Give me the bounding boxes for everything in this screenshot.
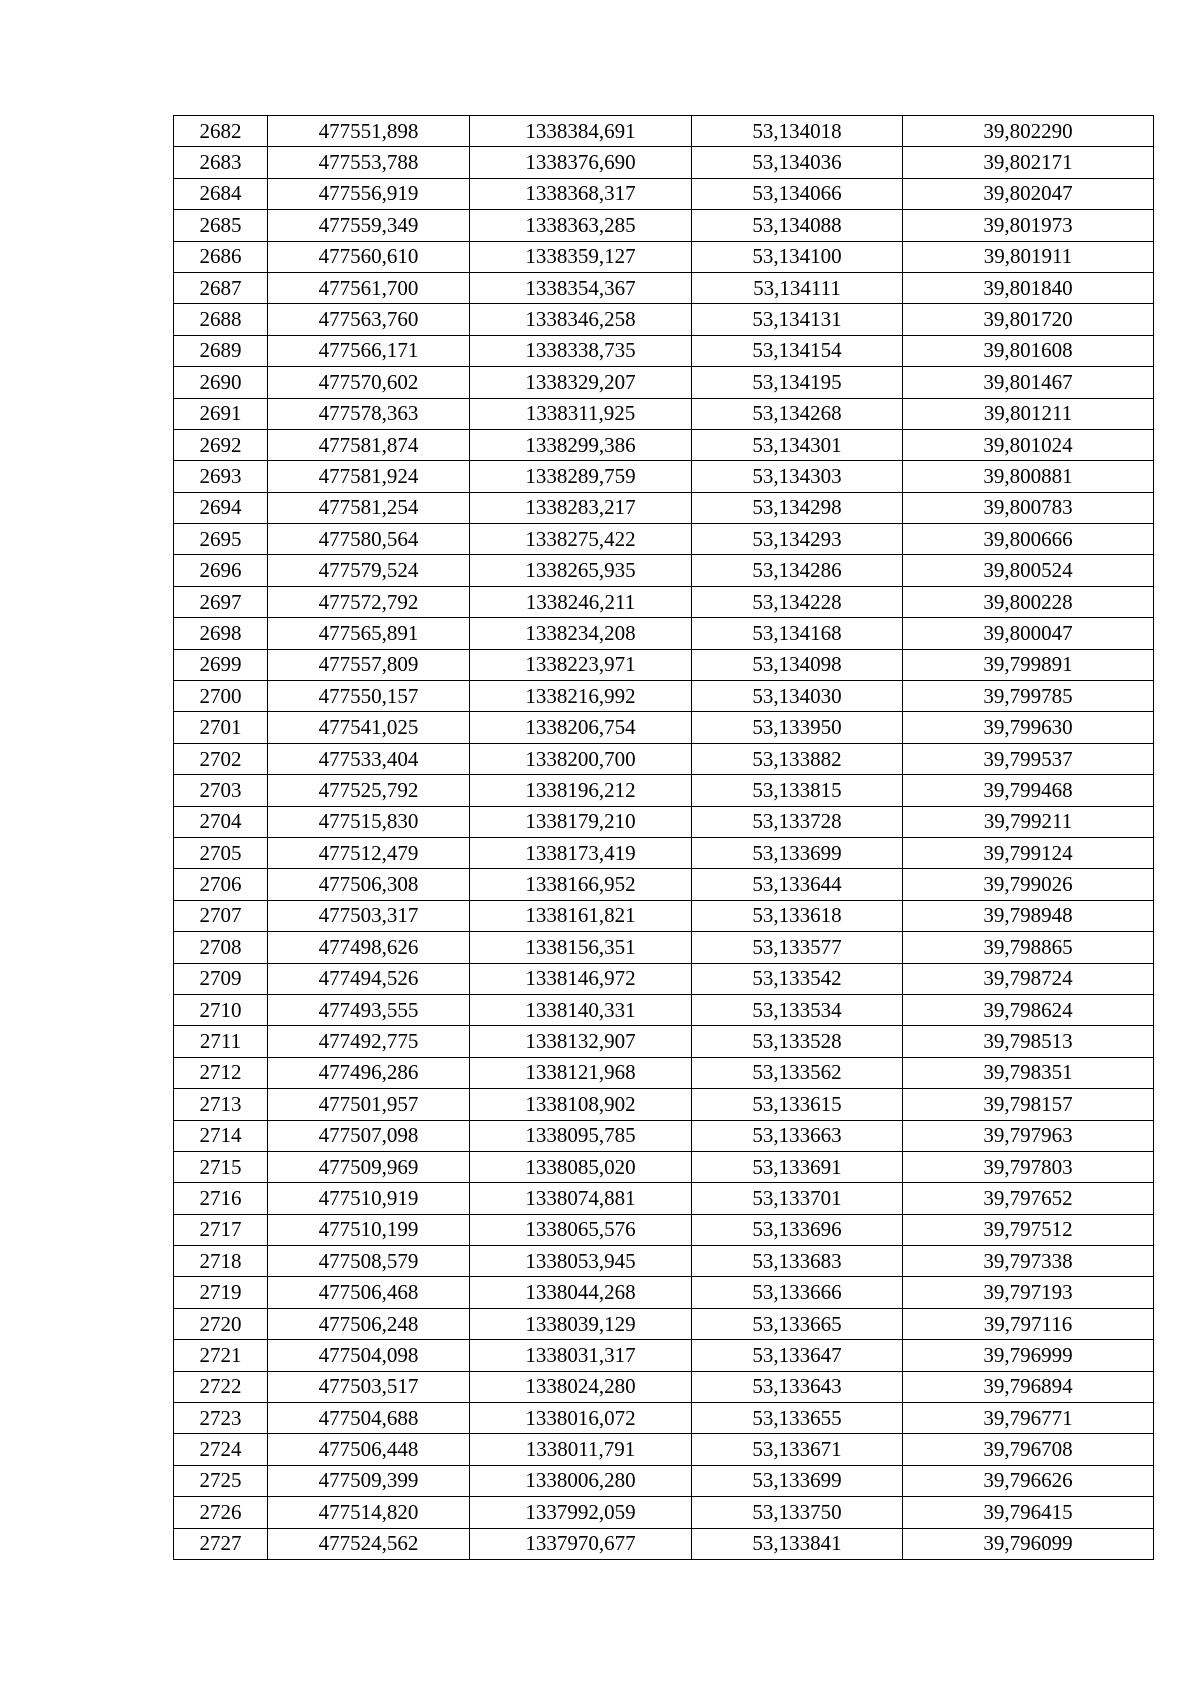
latitude-cell: 53,133562 <box>692 1057 903 1088</box>
y-coordinate-cell: 1338329,207 <box>470 367 692 398</box>
table-row <box>174 1465 1154 1496</box>
table-row <box>174 429 1154 460</box>
table-row <box>174 555 1154 586</box>
latitude-cell: 53,134195 <box>692 367 903 398</box>
longitude-cell: 39,802290 <box>903 116 1154 147</box>
latitude-cell: 53,134154 <box>692 335 903 366</box>
x-coordinate-cell: 477503,317 <box>268 900 470 931</box>
point-number-cell: 2710 <box>174 994 268 1025</box>
y-coordinate-cell: 1338363,285 <box>470 210 692 241</box>
x-coordinate-cell: 477557,809 <box>268 649 470 680</box>
point-number-cell: 2719 <box>174 1277 268 1308</box>
longitude-cell: 39,796894 <box>903 1371 1154 1402</box>
y-coordinate-cell: 1338359,127 <box>470 241 692 272</box>
x-coordinate-cell: 477556,919 <box>268 178 470 209</box>
table-row <box>174 1214 1154 1245</box>
longitude-cell: 39,797803 <box>903 1151 1154 1182</box>
point-number-cell: 2693 <box>174 461 268 492</box>
table-row <box>174 1434 1154 1465</box>
y-coordinate-cell: 1338223,971 <box>470 649 692 680</box>
x-coordinate-cell: 477578,363 <box>268 398 470 429</box>
x-coordinate-cell: 477560,610 <box>268 241 470 272</box>
longitude-cell: 39,797116 <box>903 1308 1154 1339</box>
x-coordinate-cell: 477565,891 <box>268 618 470 649</box>
point-number-cell: 2706 <box>174 869 268 900</box>
latitude-cell: 53,133655 <box>692 1403 903 1434</box>
x-coordinate-cell: 477559,349 <box>268 210 470 241</box>
y-coordinate-cell: 1338031,317 <box>470 1340 692 1371</box>
x-coordinate-cell: 477580,564 <box>268 524 470 555</box>
x-coordinate-cell: 477504,688 <box>268 1403 470 1434</box>
latitude-cell: 53,133750 <box>692 1497 903 1528</box>
y-coordinate-cell: 1338179,210 <box>470 806 692 837</box>
latitude-cell: 53,134036 <box>692 147 903 178</box>
longitude-cell: 39,797338 <box>903 1246 1154 1277</box>
longitude-cell: 39,797652 <box>903 1183 1154 1214</box>
table-row <box>174 681 1154 712</box>
longitude-cell: 39,801467 <box>903 367 1154 398</box>
y-coordinate-cell: 1338338,735 <box>470 335 692 366</box>
point-number-cell: 2684 <box>174 178 268 209</box>
longitude-cell: 39,799537 <box>903 743 1154 774</box>
table-row <box>174 586 1154 617</box>
point-number-cell: 2718 <box>174 1246 268 1277</box>
latitude-cell: 53,133643 <box>692 1371 903 1402</box>
x-coordinate-cell: 477501,957 <box>268 1089 470 1120</box>
point-number-cell: 2691 <box>174 398 268 429</box>
x-coordinate-cell: 477504,098 <box>268 1340 470 1371</box>
point-number-cell: 2723 <box>174 1403 268 1434</box>
y-coordinate-cell: 1338173,419 <box>470 837 692 868</box>
longitude-cell: 39,801608 <box>903 335 1154 366</box>
latitude-cell: 53,133691 <box>692 1151 903 1182</box>
x-coordinate-cell: 477581,874 <box>268 429 470 460</box>
y-coordinate-cell: 1338132,907 <box>470 1026 692 1057</box>
table-row <box>174 775 1154 806</box>
point-number-cell: 2709 <box>174 963 268 994</box>
table-row <box>174 994 1154 1025</box>
table-row <box>174 1057 1154 1088</box>
x-coordinate-cell: 477541,025 <box>268 712 470 743</box>
point-number-cell: 2701 <box>174 712 268 743</box>
latitude-cell: 53,134268 <box>692 398 903 429</box>
y-coordinate-cell: 1338206,754 <box>470 712 692 743</box>
point-number-cell: 2707 <box>174 900 268 931</box>
latitude-cell: 53,134066 <box>692 178 903 209</box>
point-number-cell: 2725 <box>174 1465 268 1496</box>
latitude-cell: 53,133728 <box>692 806 903 837</box>
longitude-cell: 39,797963 <box>903 1120 1154 1151</box>
table-row <box>174 900 1154 931</box>
table-row <box>174 1120 1154 1151</box>
point-number-cell: 2685 <box>174 210 268 241</box>
x-coordinate-cell: 477506,448 <box>268 1434 470 1465</box>
latitude-cell: 53,134228 <box>692 586 903 617</box>
longitude-cell: 39,800666 <box>903 524 1154 555</box>
point-number-cell: 2717 <box>174 1214 268 1245</box>
x-coordinate-cell: 477509,399 <box>268 1465 470 1496</box>
latitude-cell: 53,133699 <box>692 1465 903 1496</box>
point-number-cell: 2715 <box>174 1151 268 1182</box>
longitude-cell: 39,801973 <box>903 210 1154 241</box>
latitude-cell: 53,133647 <box>692 1340 903 1371</box>
longitude-cell: 39,801840 <box>903 272 1154 303</box>
x-coordinate-cell: 477551,898 <box>268 116 470 147</box>
y-coordinate-cell: 1338166,952 <box>470 869 692 900</box>
longitude-cell: 39,800524 <box>903 555 1154 586</box>
y-coordinate-cell: 1338095,785 <box>470 1120 692 1151</box>
latitude-cell: 53,133701 <box>692 1183 903 1214</box>
longitude-cell: 39,799891 <box>903 649 1154 680</box>
point-number-cell: 2702 <box>174 743 268 774</box>
x-coordinate-cell: 477579,524 <box>268 555 470 586</box>
table-row <box>174 837 1154 868</box>
x-coordinate-cell: 477506,468 <box>268 1277 470 1308</box>
point-number-cell: 2714 <box>174 1120 268 1151</box>
latitude-cell: 53,134301 <box>692 429 903 460</box>
point-number-cell: 2726 <box>174 1497 268 1528</box>
longitude-cell: 39,797512 <box>903 1214 1154 1245</box>
latitude-cell: 53,133882 <box>692 743 903 774</box>
longitude-cell: 39,796626 <box>903 1465 1154 1496</box>
longitude-cell: 39,799785 <box>903 681 1154 712</box>
point-number-cell: 2720 <box>174 1308 268 1339</box>
y-coordinate-cell: 1338006,280 <box>470 1465 692 1496</box>
longitude-cell: 39,796708 <box>903 1434 1154 1465</box>
point-number-cell: 2695 <box>174 524 268 555</box>
point-number-cell: 2696 <box>174 555 268 586</box>
x-coordinate-cell: 477510,199 <box>268 1214 470 1245</box>
y-coordinate-cell: 1338039,129 <box>470 1308 692 1339</box>
point-number-cell: 2694 <box>174 492 268 523</box>
coordinates-table <box>173 115 1154 1560</box>
y-coordinate-cell: 1338216,992 <box>470 681 692 712</box>
table-row <box>174 932 1154 963</box>
latitude-cell: 53,133663 <box>692 1120 903 1151</box>
latitude-cell: 53,133615 <box>692 1089 903 1120</box>
latitude-cell: 53,134286 <box>692 555 903 586</box>
table-row <box>174 1277 1154 1308</box>
table-row <box>174 1403 1154 1434</box>
y-coordinate-cell: 1338121,968 <box>470 1057 692 1088</box>
table-row <box>174 241 1154 272</box>
longitude-cell: 39,801911 <box>903 241 1154 272</box>
longitude-cell: 39,796771 <box>903 1403 1154 1434</box>
coordinates-table-body <box>174 116 1154 1560</box>
x-coordinate-cell: 477561,700 <box>268 272 470 303</box>
longitude-cell: 39,798351 <box>903 1057 1154 1088</box>
y-coordinate-cell: 1338085,020 <box>470 1151 692 1182</box>
point-number-cell: 2682 <box>174 116 268 147</box>
longitude-cell: 39,801720 <box>903 304 1154 335</box>
x-coordinate-cell: 477492,775 <box>268 1026 470 1057</box>
latitude-cell: 53,133577 <box>692 932 903 963</box>
latitude-cell: 53,133534 <box>692 994 903 1025</box>
table-row <box>174 178 1154 209</box>
longitude-cell: 39,799468 <box>903 775 1154 806</box>
x-coordinate-cell: 477512,479 <box>268 837 470 868</box>
table-row <box>174 649 1154 680</box>
table-row <box>174 367 1154 398</box>
latitude-cell: 53,133528 <box>692 1026 903 1057</box>
latitude-cell: 53,134018 <box>692 116 903 147</box>
y-coordinate-cell: 1338024,280 <box>470 1371 692 1402</box>
latitude-cell: 53,134131 <box>692 304 903 335</box>
latitude-cell: 53,134030 <box>692 681 903 712</box>
point-number-cell: 2692 <box>174 429 268 460</box>
x-coordinate-cell: 477508,579 <box>268 1246 470 1277</box>
longitude-cell: 39,796415 <box>903 1497 1154 1528</box>
y-coordinate-cell: 1338196,212 <box>470 775 692 806</box>
x-coordinate-cell: 477514,820 <box>268 1497 470 1528</box>
longitude-cell: 39,799026 <box>903 869 1154 900</box>
longitude-cell: 39,798624 <box>903 994 1154 1025</box>
x-coordinate-cell: 477503,517 <box>268 1371 470 1402</box>
longitude-cell: 39,796099 <box>903 1528 1154 1559</box>
point-number-cell: 2699 <box>174 649 268 680</box>
x-coordinate-cell: 477506,308 <box>268 869 470 900</box>
longitude-cell: 39,799630 <box>903 712 1154 743</box>
latitude-cell: 53,133644 <box>692 869 903 900</box>
longitude-cell: 39,800047 <box>903 618 1154 649</box>
y-coordinate-cell: 1338384,691 <box>470 116 692 147</box>
table-row <box>174 335 1154 366</box>
longitude-cell: 39,801211 <box>903 398 1154 429</box>
x-coordinate-cell: 477509,969 <box>268 1151 470 1182</box>
table-row <box>174 1026 1154 1057</box>
table-row <box>174 1151 1154 1182</box>
latitude-cell: 53,133666 <box>692 1277 903 1308</box>
table-row <box>174 304 1154 335</box>
latitude-cell: 53,134298 <box>692 492 903 523</box>
longitude-cell: 39,800881 <box>903 461 1154 492</box>
x-coordinate-cell: 477493,555 <box>268 994 470 1025</box>
latitude-cell: 53,134088 <box>692 210 903 241</box>
point-number-cell: 2683 <box>174 147 268 178</box>
y-coordinate-cell: 1338200,700 <box>470 743 692 774</box>
point-number-cell: 2712 <box>174 1057 268 1088</box>
longitude-cell: 39,798157 <box>903 1089 1154 1120</box>
table-row <box>174 398 1154 429</box>
latitude-cell: 53,134098 <box>692 649 903 680</box>
longitude-cell: 39,800783 <box>903 492 1154 523</box>
y-coordinate-cell: 1338053,945 <box>470 1246 692 1277</box>
y-coordinate-cell: 1338140,331 <box>470 994 692 1025</box>
table-row <box>174 1528 1154 1559</box>
table-row <box>174 712 1154 743</box>
y-coordinate-cell: 1338265,935 <box>470 555 692 586</box>
y-coordinate-cell: 1338234,208 <box>470 618 692 649</box>
y-coordinate-cell: 1337992,059 <box>470 1497 692 1528</box>
y-coordinate-cell: 1338246,211 <box>470 586 692 617</box>
y-coordinate-cell: 1338346,258 <box>470 304 692 335</box>
x-coordinate-cell: 477525,792 <box>268 775 470 806</box>
latitude-cell: 53,133665 <box>692 1308 903 1339</box>
table-row <box>174 806 1154 837</box>
y-coordinate-cell: 1338016,072 <box>470 1403 692 1434</box>
point-number-cell: 2708 <box>174 932 268 963</box>
point-number-cell: 2716 <box>174 1183 268 1214</box>
latitude-cell: 53,134293 <box>692 524 903 555</box>
y-coordinate-cell: 1338074,881 <box>470 1183 692 1214</box>
longitude-cell: 39,798724 <box>903 963 1154 994</box>
x-coordinate-cell: 477581,254 <box>268 492 470 523</box>
table-row <box>174 147 1154 178</box>
table-row <box>174 618 1154 649</box>
longitude-cell: 39,798865 <box>903 932 1154 963</box>
point-number-cell: 2686 <box>174 241 268 272</box>
table-row <box>174 869 1154 900</box>
point-number-cell: 2703 <box>174 775 268 806</box>
table-row <box>174 1340 1154 1371</box>
y-coordinate-cell: 1338011,791 <box>470 1434 692 1465</box>
table-row <box>174 1246 1154 1277</box>
longitude-cell: 39,796999 <box>903 1340 1154 1371</box>
y-coordinate-cell: 1338146,972 <box>470 963 692 994</box>
table-row <box>174 1497 1154 1528</box>
x-coordinate-cell: 477507,098 <box>268 1120 470 1151</box>
y-coordinate-cell: 1338354,367 <box>470 272 692 303</box>
y-coordinate-cell: 1338156,351 <box>470 932 692 963</box>
table-row <box>174 461 1154 492</box>
x-coordinate-cell: 477566,171 <box>268 335 470 366</box>
point-number-cell: 2722 <box>174 1371 268 1402</box>
table-row <box>174 116 1154 147</box>
table-row <box>174 272 1154 303</box>
table-row <box>174 210 1154 241</box>
latitude-cell: 53,134168 <box>692 618 903 649</box>
point-number-cell: 2705 <box>174 837 268 868</box>
longitude-cell: 39,798948 <box>903 900 1154 931</box>
latitude-cell: 53,133699 <box>692 837 903 868</box>
table-row <box>174 492 1154 523</box>
x-coordinate-cell: 477553,788 <box>268 147 470 178</box>
x-coordinate-cell: 477506,248 <box>268 1308 470 1339</box>
latitude-cell: 53,133841 <box>692 1528 903 1559</box>
longitude-cell: 39,799211 <box>903 806 1154 837</box>
point-number-cell: 2704 <box>174 806 268 837</box>
x-coordinate-cell: 477524,562 <box>268 1528 470 1559</box>
y-coordinate-cell: 1338275,422 <box>470 524 692 555</box>
table-row <box>174 1371 1154 1402</box>
latitude-cell: 53,133683 <box>692 1246 903 1277</box>
x-coordinate-cell: 477515,830 <box>268 806 470 837</box>
x-coordinate-cell: 477496,286 <box>268 1057 470 1088</box>
longitude-cell: 39,797193 <box>903 1277 1154 1308</box>
y-coordinate-cell: 1338065,576 <box>470 1214 692 1245</box>
point-number-cell: 2689 <box>174 335 268 366</box>
y-coordinate-cell: 1338368,317 <box>470 178 692 209</box>
latitude-cell: 53,133542 <box>692 963 903 994</box>
table-row <box>174 1308 1154 1339</box>
point-number-cell: 2727 <box>174 1528 268 1559</box>
latitude-cell: 53,133815 <box>692 775 903 806</box>
longitude-cell: 39,802171 <box>903 147 1154 178</box>
point-number-cell: 2697 <box>174 586 268 617</box>
longitude-cell: 39,798513 <box>903 1026 1154 1057</box>
latitude-cell: 53,133950 <box>692 712 903 743</box>
latitude-cell: 53,133618 <box>692 900 903 931</box>
latitude-cell: 53,134100 <box>692 241 903 272</box>
y-coordinate-cell: 1338376,690 <box>470 147 692 178</box>
y-coordinate-cell: 1338044,268 <box>470 1277 692 1308</box>
longitude-cell: 39,800228 <box>903 586 1154 617</box>
point-number-cell: 2687 <box>174 272 268 303</box>
x-coordinate-cell: 477581,924 <box>268 461 470 492</box>
y-coordinate-cell: 1338289,759 <box>470 461 692 492</box>
point-number-cell: 2698 <box>174 618 268 649</box>
latitude-cell: 53,133671 <box>692 1434 903 1465</box>
y-coordinate-cell: 1337970,677 <box>470 1528 692 1559</box>
point-number-cell: 2713 <box>174 1089 268 1120</box>
latitude-cell: 53,133696 <box>692 1214 903 1245</box>
x-coordinate-cell: 477498,626 <box>268 932 470 963</box>
y-coordinate-cell: 1338311,925 <box>470 398 692 429</box>
x-coordinate-cell: 477510,919 <box>268 1183 470 1214</box>
y-coordinate-cell: 1338161,821 <box>470 900 692 931</box>
x-coordinate-cell: 477533,404 <box>268 743 470 774</box>
point-number-cell: 2690 <box>174 367 268 398</box>
point-number-cell: 2700 <box>174 681 268 712</box>
longitude-cell: 39,799124 <box>903 837 1154 868</box>
point-number-cell: 2711 <box>174 1026 268 1057</box>
longitude-cell: 39,802047 <box>903 178 1154 209</box>
latitude-cell: 53,134111 <box>692 272 903 303</box>
x-coordinate-cell: 477572,792 <box>268 586 470 617</box>
table-row <box>174 743 1154 774</box>
table-row <box>174 524 1154 555</box>
table-row <box>174 963 1154 994</box>
longitude-cell: 39,801024 <box>903 429 1154 460</box>
y-coordinate-cell: 1338283,217 <box>470 492 692 523</box>
x-coordinate-cell: 477550,157 <box>268 681 470 712</box>
point-number-cell: 2721 <box>174 1340 268 1371</box>
point-number-cell: 2688 <box>174 304 268 335</box>
point-number-cell: 2724 <box>174 1434 268 1465</box>
latitude-cell: 53,134303 <box>692 461 903 492</box>
x-coordinate-cell: 477494,526 <box>268 963 470 994</box>
x-coordinate-cell: 477570,602 <box>268 367 470 398</box>
y-coordinate-cell: 1338299,386 <box>470 429 692 460</box>
y-coordinate-cell: 1338108,902 <box>470 1089 692 1120</box>
x-coordinate-cell: 477563,760 <box>268 304 470 335</box>
table-row <box>174 1089 1154 1120</box>
table-row <box>174 1183 1154 1214</box>
